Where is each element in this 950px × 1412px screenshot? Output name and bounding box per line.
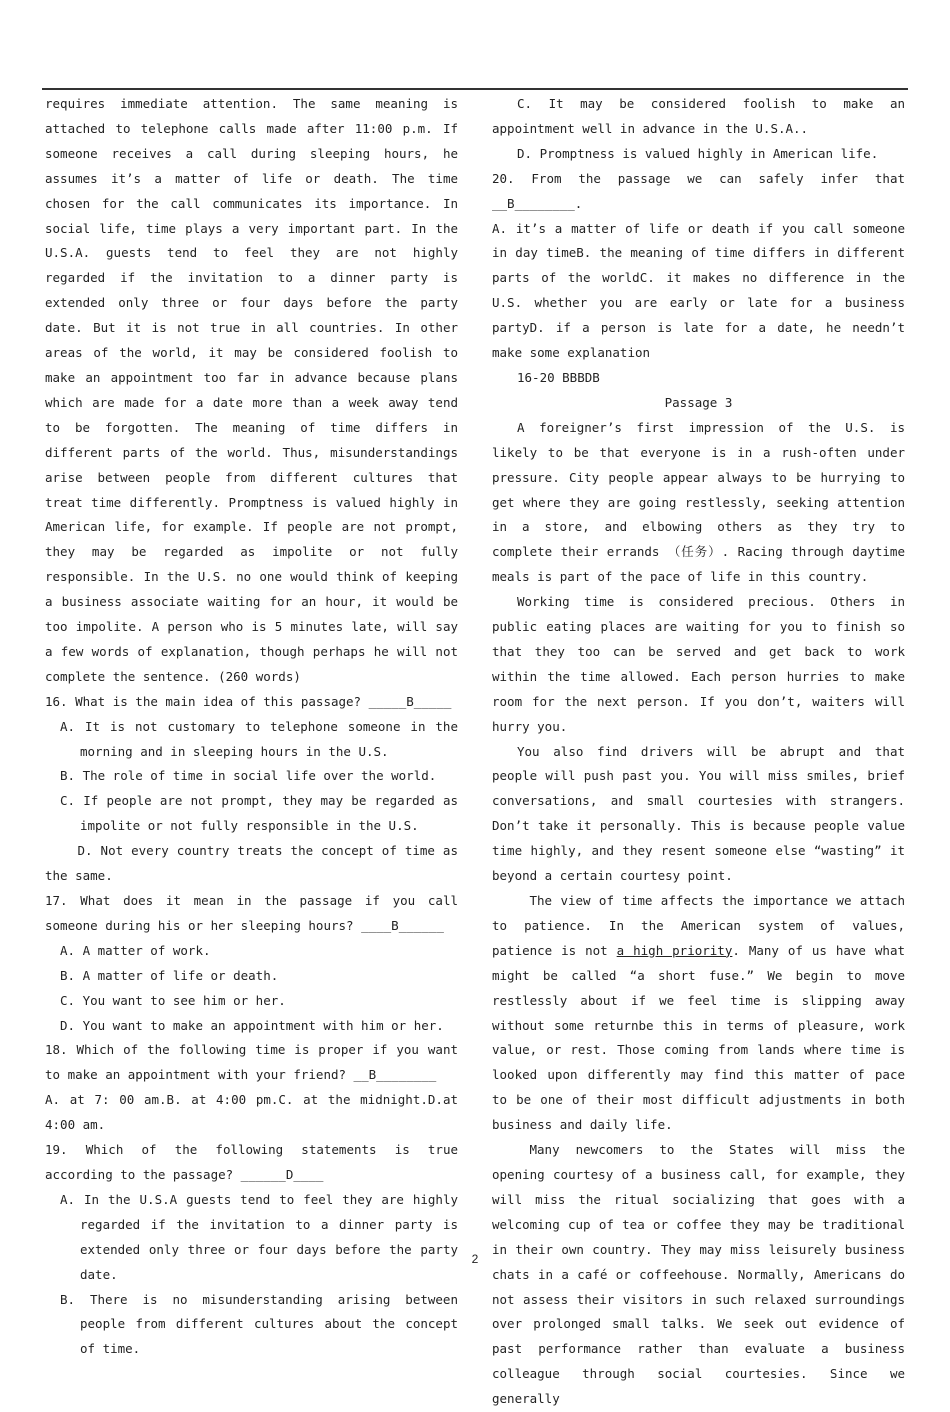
question-17-option-c: C. You want to see him or her.: [60, 992, 286, 1008]
question-16-option-c: C. If people are not prompt, they may be regarded as impolite or not fully responsible in the U.S.: [60, 793, 458, 834]
question-17-option-a: A. A matter of work.: [60, 942, 211, 958]
passage-3-paragraph-2: Working time is considered precious. Others in public eating places are waiting for you to finish so that they too can be served and get back to work within the time allowed. Each person hurries to make room for the next person. If you don’t, waiters will hurry you.: [492, 594, 905, 734]
passage-continuation: requires immediate attention. The same meaning is attached to telephone calls made after 11:00 p.m. If someone receives a call during sleeping hours, he assumes it’s a matter of life or death. The time chosen for the call communicates its importance. In social life, time plays a very important part. In the U.S.A. guests tend to feel they are not highly regarded if the invitation to a dinner party is extended only three or four days before the party date. But it is not true in all countries. In other areas of the world, it may be considered foolish to make an appointment too far in advance because plans which are made for a date more than a week away tend to be forgotten. The meaning of time differs in different parts of the world. Thus, misunderstandings arise between people from different cultures that treat time differently. Promptness is valued highly in American life, for example. If people are not prompt, they may be regarded as impolite or not fully responsible. In the U.S. no one would think of keeping a business associate waiting for an hour, it would be too impolite. A person who is 5 minutes late, will say a few words of explanation, though perhaps he will not complete the sentence. (260 words): [45, 96, 458, 684]
page-number: 2: [471, 1252, 479, 1266]
question-19-stem: 19. Which of the following statements is true according to the passage? ______D____: [45, 1142, 458, 1182]
passage-3-paragraph-4: [492, 889, 905, 1138]
right-column: [492, 92, 905, 1412]
left-column: [45, 92, 458, 1362]
passage-3-paragraph-3: You also find drivers will be abrupt and that people will push past you. You will miss smiles, brief conversations, and small courtesies with strangers. Don’t take it personally. This is because people value time highly, and they resent someone else “wasting” it beyond a certain courtesy point.: [492, 743, 905, 884]
question-16-option-d: D. Not every country treats the concept of time as the same.: [45, 843, 458, 884]
question-20-stem: 20. From the passage we can safely infer that __B________.: [492, 170, 905, 211]
question-17-option-d: D. You want to make an appointment with him or her.: [60, 1017, 444, 1033]
question-16-option-b: B. The role of time in social life over the world.: [60, 768, 437, 784]
passage-3-title: Passage 3: [664, 394, 733, 410]
passage-3-paragraph-5: Many newcomers to the States will miss the opening courtesy of a business call, for example, they will miss the ritual socializing that goes with a welcoming cup of tea or coffee they may be traditional in their own country. They may miss leisurely business chats in a café or coffeehouse. Normally, Americans do not assess their visitors in such relaxed surroundings over prolonged small talks. We seek out evidence of past performance rather than evaluate a business colleague through social courtesies. Since we generally: [492, 1142, 905, 1407]
question-16-option-a: A. It is not customary to telephone someone in the morning and in sleeping hours in the U.S.: [60, 718, 458, 759]
question-19-option-b: B. There is no misunderstanding arising between people from different cultures about the concept of time.: [60, 1291, 458, 1357]
question-16-stem: 16. What is the main idea of this passage? _____B_____: [45, 693, 452, 709]
question-19-option-c: C. It may be considered foolish to make an appointment well in advance in the U.S.A..: [492, 96, 905, 136]
answer-key: 16-20 BBBDB: [517, 369, 600, 385]
underlined-phrase: a high priority: [616, 942, 733, 958]
question-19-option-d: D. Promptness is valued highly in American life.: [517, 145, 879, 161]
question-18-stem: 18. Which of the following time is proper if you want to make an appointment with your friend? __B________: [45, 1042, 458, 1083]
paragraph-4-lead: The view of time affects the importance we attach to patience. In the American system of values, patience is not: [492, 893, 905, 958]
question-17-option-b: B. A matter of life or death.: [60, 967, 279, 983]
question-18-options: A. at 7: 00 am.B. at 4:00 pm.C. at the midnight.D.at 4:00 am.: [45, 1092, 458, 1133]
paragraph-4-rest: . Many of us have what might be called “a short fuse.” We begin to move restlessly about if we feel time is slipping away without some returnbe this in terms of pleasure, work value, or rest. Those coming from lands where time is looked upon differently may find this matter of pace to be one of their most difficult adjustments in both business and daily life.: [492, 942, 905, 1133]
question-19-option-a: A. In the U.S.A guests tend to feel they are highly regarded if the invitation to a dinner party is extended only three or four days before the party date.: [60, 1191, 458, 1282]
header-rule: [42, 88, 908, 90]
question-17-stem: 17. What does it mean in the passage if you call someone during his or her sleeping hours? ____B______: [45, 893, 458, 933]
question-20-options: A. it’s a matter of life or death if you call someone in day timeB. the meaning of time differs in different parts of the worldC. it makes no difference in the U.S. whether you are early or late for a business partyD. if a person is late for a date, he needn’t make some explanation: [492, 220, 905, 361]
passage-3-paragraph-1: A foreigner’s first impression of the U.S. is likely to be that everyone is in a rush-often under pressure. City people appear always to be hurrying to get where they are going restlessly, seeking attention in a store, and elbowing others as they try to complete their errands （任务）. Racing through daytime meals is part of the pace of life in this country.: [492, 419, 905, 585]
